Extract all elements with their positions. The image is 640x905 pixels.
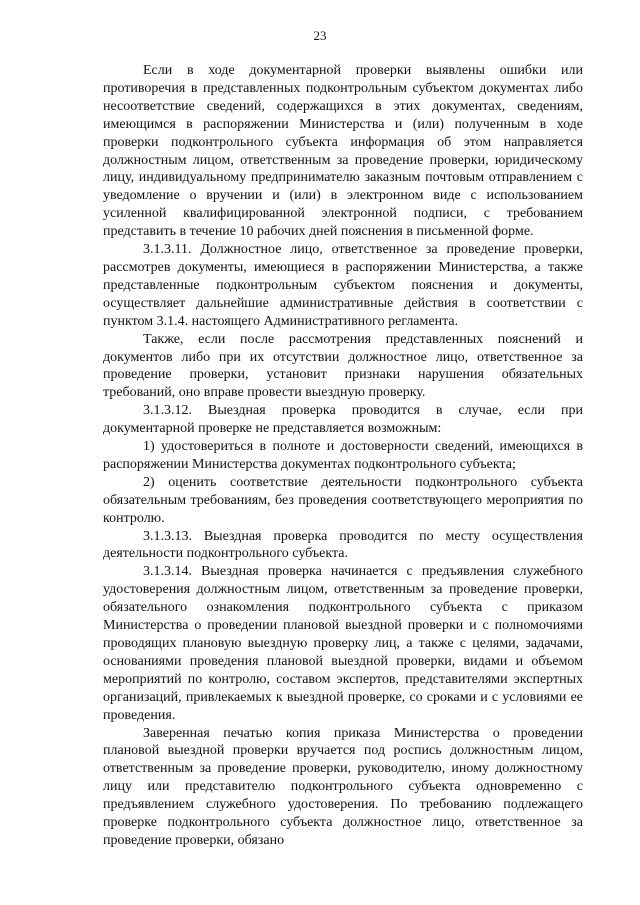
list-item-1: 1) удостовериться в полноте и достоверности сведений, имеющихся в распоряжении Министерства документах подконтрольного субъекта;	[103, 439, 583, 472]
document-body	[103, 62, 583, 850]
paragraph-also-if: Также, если после рассмотрения представленных пояснений и документов либо при их отсутствии должностное лицо, ответственное за проведение проверки, установит признаки нарушения обязательных требований, оно вправе провести выездную проверку.	[103, 331, 583, 401]
paragraph-3-1-3-12: 3.1.3.12. Выездная проверка проводится в случае, если при документарной проверке не представляется возможным:	[103, 403, 583, 437]
page-number: 23	[313, 28, 327, 43]
list-item-2: 2) оценить соответствие деятельности подконтрольного субъекта обязательным требованиям, без проведения соответствующего мероприятия по контролю.	[103, 474, 583, 526]
paragraph-discrepancies: Если в ходе документарной проверки выявлены ошибки или противоречия в представленных подконтрольным субъектом документах либо несоответствие сведений, содержащихся в этих документах, сведениям, имеющимся в распоряжении Министерства и (или) полученным в ходе проверки подконтрольного субъекта информация об этом направляется должностным лицом, ответственным за проведение проверки, юридическому лицу, индивидуальному предпринимателю заказным почтовым отправлением с уведомление о вручении и (или) в электронном виде с использованием усиленной квалифицированной электронной подписи, с требованием представить в течение 10 рабочих дней пояснения в письменной форме.	[103, 63, 583, 240]
paragraph-3-1-3-13: 3.1.3.13. Выездная проверка проводится по месту осуществления деятельности подконтрольного субъекта.	[103, 528, 583, 562]
paragraph-certified-copy: Заверенная печатью копия приказа Министерства о проведении плановой выездной проверки вручается под роспись должностным лицом, ответственным за проведение проверки, руководителю, иному должностному лицу или представителю подконтрольного субъекта одновременно с предъявлением служебного удостоверения. По требованию подлежащего проверке подконтрольного субъекта должностное лицо, ответственное за проведение проверки, обязано	[103, 725, 583, 848]
paragraph-3-1-3-14: 3.1.3.14. Выездная проверка начинается с предъявления служебного удостоверения должностным лицом, ответственным за проведение проверки, обязательного ознакомления подконтрольного субъекта с приказом Министерства о проведении плановой выездной проверки и с полномочиями проводящих плановую выездную проверку лиц, а также с целями, задачами, основаниями проведения плановой выездной проверки, видами и объемом мероприятий по контролю, составом экспертов, представителями экспертных организаций, привлекаемых к выездной проверке, со сроками и с условиями ее проведения.	[103, 564, 583, 723]
paragraph-3-1-3-11: 3.1.3.11. Должностное лицо, ответственное за проведение проверки, рассмотрев документы, имеющиеся в распоряжении Министерства, а также представленные подконтрольным субъектом пояснения и документы, осуществляет дальнейшие административные действия в соответствии с пунктом 3.1.4. настоящего Административного регламента.	[103, 242, 583, 329]
